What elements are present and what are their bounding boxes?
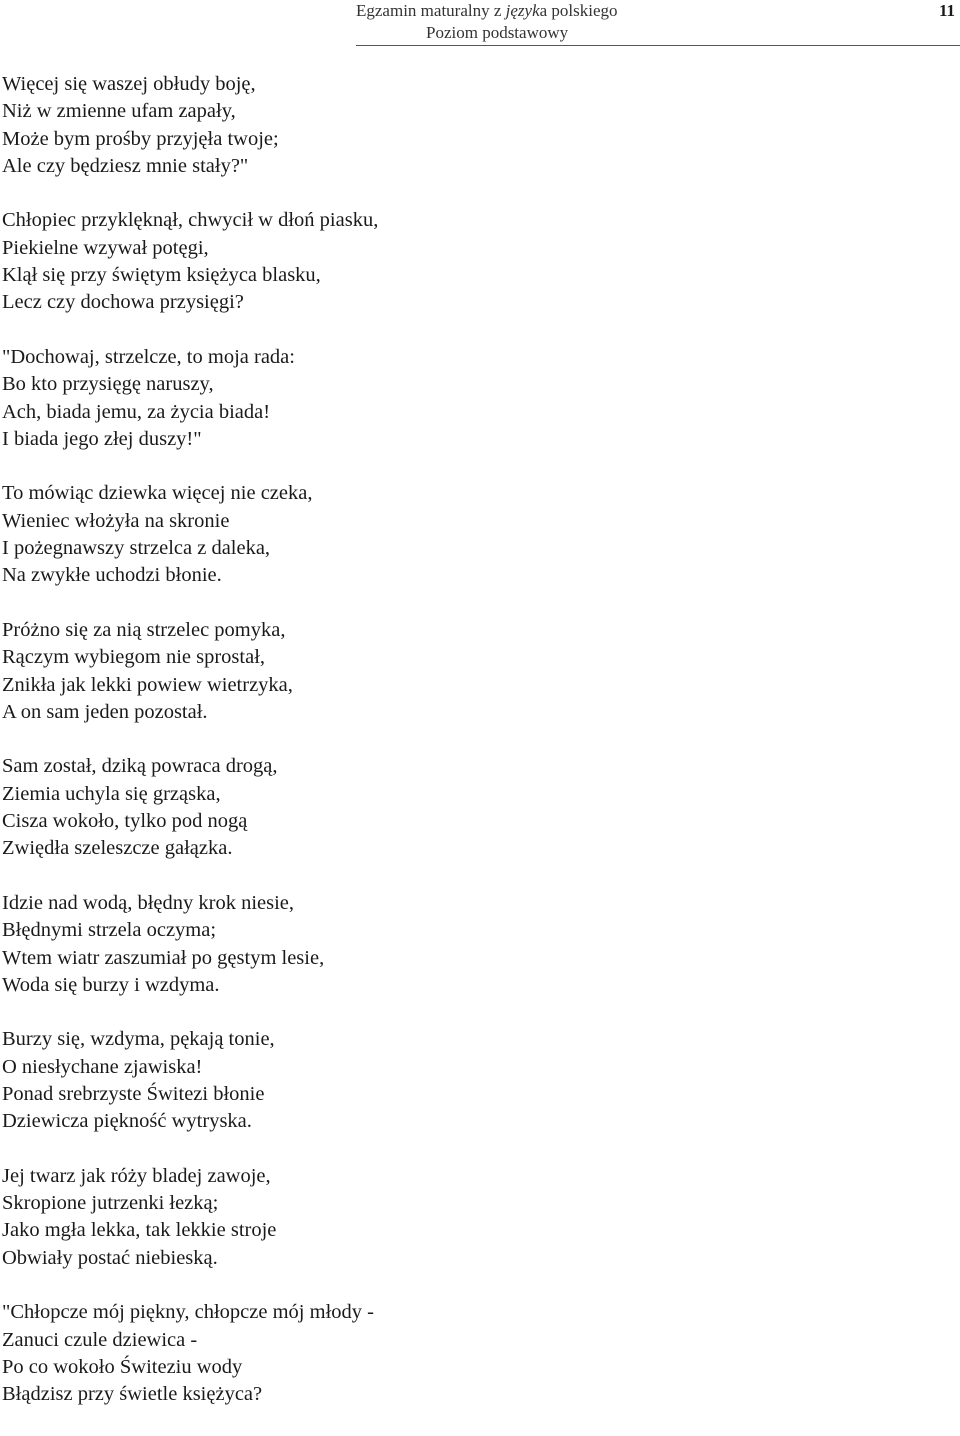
poem-line: To mówiąc dziewka więcej nie czeka, — [2, 482, 313, 505]
poem-line: Chłopiec przyklęknął, chwycił w dłoń piasku, — [2, 209, 379, 232]
poem-line: Błędnymi strzela oczyma; — [2, 919, 217, 942]
poem-line: Po co wokoło Świteziu wody — [2, 1355, 243, 1378]
stanza — [2, 71, 952, 180]
poem-line: Znikła jak lekki powiew wietrzyka, — [2, 673, 293, 696]
poem-line: Błądzisz przy świetle księżyca? — [2, 1383, 263, 1406]
poem-line: Skropione jutrzenki łezką; — [2, 1192, 219, 1215]
poem-line: Jako mgła lekka, tak lekkie stroje — [2, 1219, 277, 1242]
poem-line: Woda się burzy i wzdyma. — [2, 973, 220, 996]
stanza — [2, 617, 952, 726]
exam-title-start: Egzamin maturalny z — [356, 1, 506, 20]
poem-line: I biada jego złej duszy!" — [2, 427, 202, 450]
stanza — [2, 753, 952, 862]
poem-line: Rączym wybiegom nie sprostał, — [2, 646, 266, 669]
poem-line: O niesłychane zjawiska! — [2, 1055, 203, 1078]
poem-line: Zanuci czule dziewica - — [2, 1328, 198, 1351]
poem-line: Zwiędła szeleszcze gałązka. — [2, 837, 233, 860]
stanza — [2, 890, 952, 999]
exam-title — [356, 1, 618, 21]
poem-line: Może bym prośby przyjęła twoje; — [2, 127, 279, 150]
poem-line: Ziemia uchyla się grząska, — [2, 782, 221, 805]
poem-line: Ponad srebrzyste Świtezi błonie — [2, 1082, 265, 1105]
poem-line: Ale czy będziesz mnie stały?" — [2, 154, 249, 177]
poem-line: A on sam jeden pozostał. — [2, 700, 208, 723]
poem-line: Niż w zmienne ufam zapały, — [2, 100, 236, 123]
poem-text — [2, 71, 952, 1436]
poem-line: "Chłopcze mój piękny, chłopcze mój młody - — [2, 1301, 374, 1324]
stanza — [2, 1163, 952, 1272]
poem-line: Cisza wokoło, tylko pod nogą — [2, 810, 248, 833]
stanza — [2, 1026, 952, 1135]
poem-line: Obwiały postać niebieską. — [2, 1246, 218, 1269]
stanza — [2, 207, 952, 316]
poem-line: Idzie nad wodą, błędny krok niesie, — [2, 891, 295, 914]
poem-line: Próżno się za nią strzelec pomyka, — [2, 618, 286, 641]
poem-line: Wieniec włożyła na skronie — [2, 509, 230, 532]
header-divider — [356, 45, 960, 46]
poem-line: Bo kto przysięgę naruszy, — [2, 373, 214, 396]
poem-line: Piekielne wzywał potęgi, — [2, 236, 209, 259]
poem-line: Dziewicza piękność wytryska. — [2, 1110, 252, 1133]
exam-title-end: a polskiego — [539, 1, 618, 20]
poem-line: Wtem wiatr zaszumiał po gęstym lesie, — [2, 946, 325, 969]
poem-line: Sam został, dziką powraca drogą, — [2, 755, 278, 778]
exam-title-italic: język — [505, 1, 540, 20]
stanza — [2, 1299, 952, 1408]
page-header — [0, 0, 960, 46]
stanza — [2, 344, 952, 453]
poem-line: Ach, biada jemu, za życia biada! — [2, 400, 271, 423]
page-number: 11 — [938, 1, 955, 20]
poem-line: Jej twarz jak róży bladej zawoje, — [2, 1164, 271, 1187]
poem-line: Klął się przy świętym księżyca blasku, — [2, 264, 321, 287]
poem-line: "Dochowaj, strzelcze, to moja rada: — [2, 345, 295, 368]
poem-line: I pożegnawszy strzelca z daleka, — [2, 537, 271, 560]
poem-line: Lecz czy dochowa przysięgi? — [2, 291, 244, 314]
poem-line: Na zwykłe uchodzi błonie. — [2, 564, 222, 587]
exam-level: Poziom podstawowy — [426, 23, 569, 42]
poem-line: Więcej się waszej obłudy boję, — [2, 73, 256, 95]
stanza — [2, 480, 952, 589]
poem-line: Burzy się, wzdyma, pękają tonie, — [2, 1028, 275, 1051]
